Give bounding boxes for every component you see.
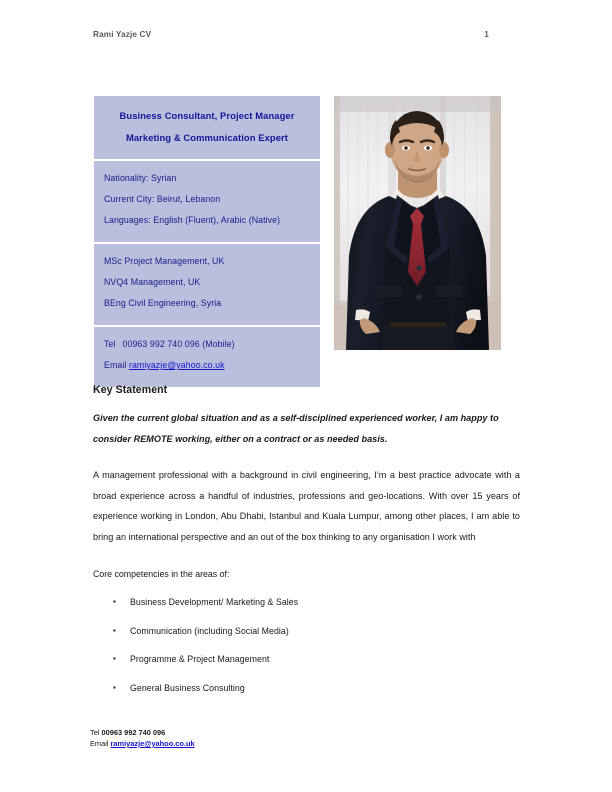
core-competencies-intro: Core competencies in the areas of: <box>93 569 230 579</box>
contact-email <box>94 355 320 376</box>
bullet-icon: ▪ <box>113 597 116 606</box>
contact-band <box>94 327 320 387</box>
footer-email-link[interactable]: ramiyazje@yahoo.co.uk <box>110 739 195 748</box>
personal-details-band <box>94 161 320 242</box>
footer-telephone-label: Tel <box>90 728 100 737</box>
education-band <box>94 244 320 325</box>
header-page-number: 1 <box>484 30 489 39</box>
profile-title-line-1: Business Consultant, Project Manager <box>119 110 295 121</box>
footer-telephone-value: 00963 992 740 096 <box>101 728 166 737</box>
list-item <box>93 649 520 669</box>
education-item-msc: MSc Project Management, UK <box>104 256 225 266</box>
education-item-beng: BEng Civil Engineering, Syria <box>104 298 222 308</box>
personal-detail-languages: Languages: English (Fluent), Arabic (Native) <box>104 215 281 225</box>
footer-email <box>90 738 195 749</box>
footer-email-label: Email <box>90 739 109 748</box>
competency-label: Programme & Project Management <box>130 654 270 664</box>
contact-telephone-value: 00963 992 740 096 (Mobile) <box>122 339 235 349</box>
contact-email-label: Email <box>104 360 127 370</box>
list-item <box>93 678 520 698</box>
contact-email-link[interactable]: ramiyazje@yahoo.co.uk <box>128 360 225 370</box>
bullet-icon: ▪ <box>113 654 116 663</box>
contact-telephone <box>94 334 320 355</box>
profile-title-band <box>94 96 320 159</box>
competency-label: General Business Consulting <box>130 682 245 693</box>
key-statement-body-paragraph: A management professional with a background in civil engineering, I’m a best practice advocate with a broad experience across a handful of industries, professions and geo-locations. With over 15 years of experience working in London, Abu Dhabi, Istanbul and Kuala Lumpur, among other places, I am able to bring an international perspective and an out of the box thinking to any organisation I work with <box>93 470 520 542</box>
header-document-title: Rami Yazje CV <box>93 30 152 39</box>
profile-title-line-2: Marketing & Communication Expert <box>125 132 289 143</box>
bullet-icon: ▪ <box>113 682 116 692</box>
personal-detail-nationality: Nationality: Syrian <box>104 173 177 183</box>
page-footer <box>90 727 195 749</box>
education-item-nvq4: NVQ4 Management, UK <box>104 277 201 287</box>
personal-detail-current-city: Current City: Beirut, Lebanon <box>104 194 221 204</box>
list-item <box>93 621 520 641</box>
key-statement-intro-paragraph: Given the current global situation and as a self-disciplined experienced worker, I am happy to consider REMOTE working, either on a contract or as needed basis. <box>93 413 499 444</box>
bullet-icon: ▪ <box>113 625 116 635</box>
profile-photo-image <box>334 96 501 350</box>
competency-label: Communication (including Social Media) <box>130 625 289 636</box>
list-item <box>93 592 520 612</box>
page-header <box>93 30 489 39</box>
core-competencies-list <box>93 592 520 698</box>
profile-photo <box>334 96 501 350</box>
footer-telephone <box>90 727 195 738</box>
competency-label: Business Development/ Marketing & Sales <box>130 597 299 607</box>
key-statement-heading: Key Statement <box>93 384 168 396</box>
profile-info-card <box>94 96 320 387</box>
main-content <box>93 384 520 706</box>
contact-telephone-label: Tel <box>104 339 116 349</box>
